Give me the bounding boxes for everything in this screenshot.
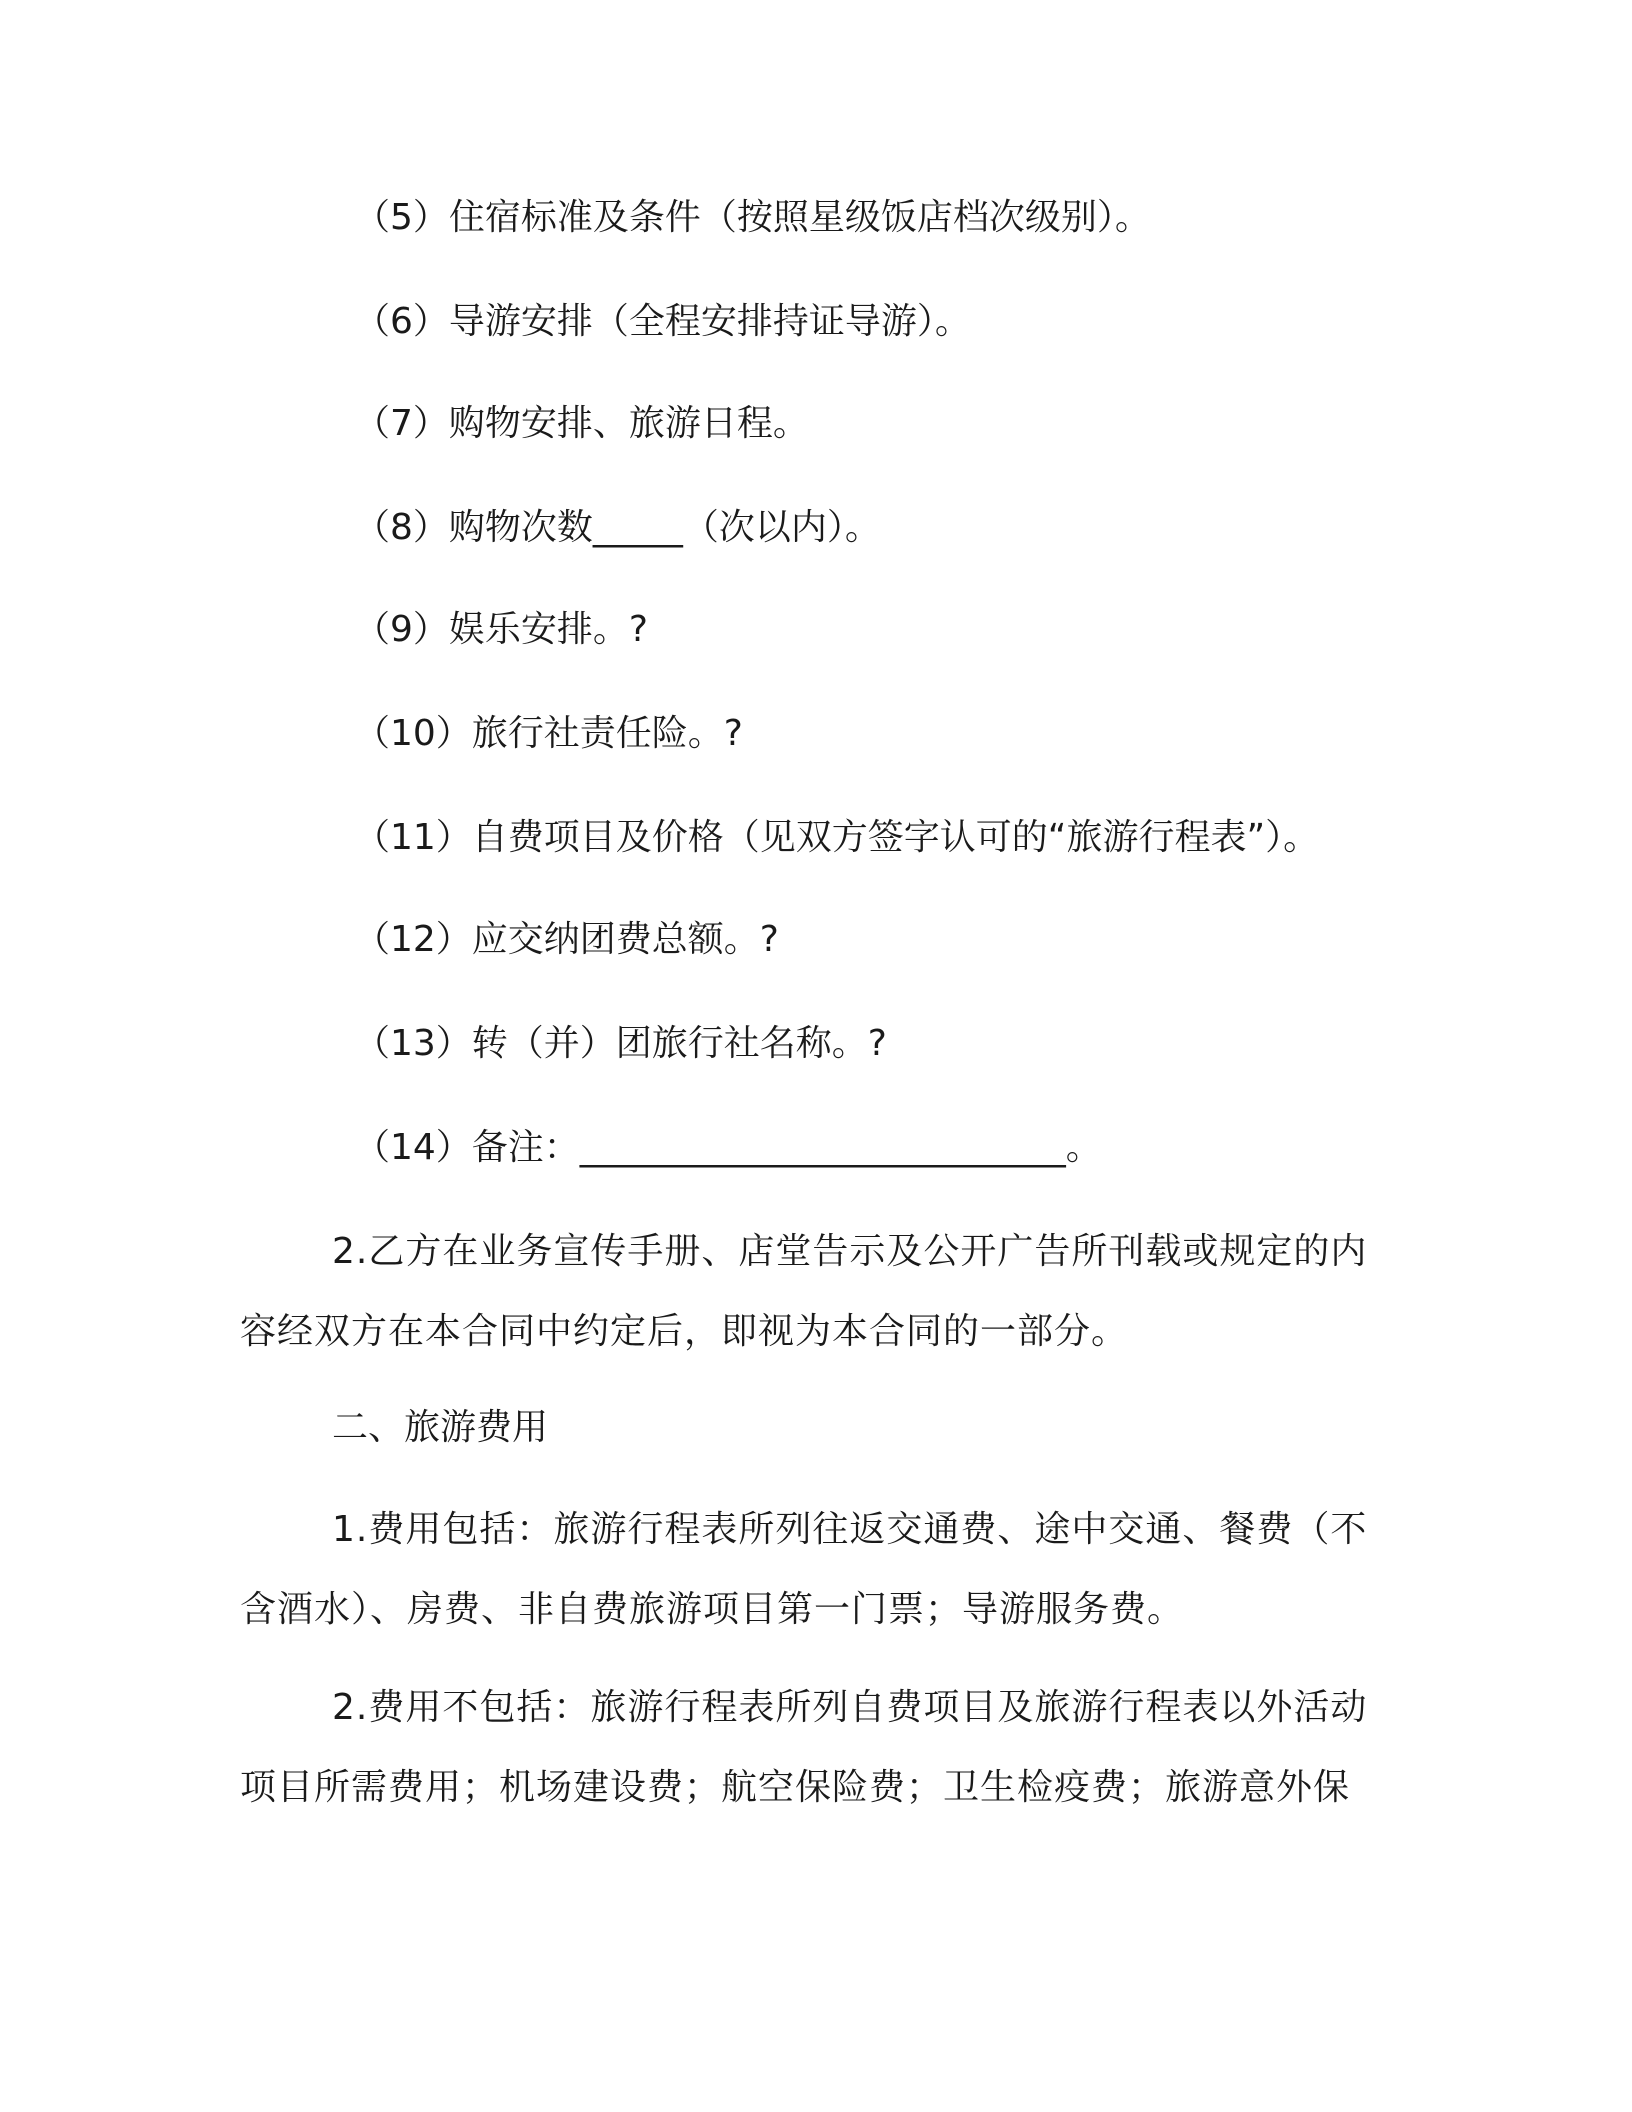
- item-13: （13）转（并）团旅行社名称。?: [354, 1023, 887, 1064]
- paragraph-fee-include: 1.费用包括：旅游行程表所列往返交通费、途中交通、餐费（不含酒水）、房费、非自费旅游项目第一门票；导游服务费。: [240, 1509, 1368, 1630]
- item-14: （14）备注：___________________________。: [354, 1127, 1102, 1168]
- section-heading-fees: 二、旅游费用: [332, 1407, 549, 1448]
- paragraph-2: 2.乙方在业务宣传手册、店堂告示及公开广告所刊载或规定的内容经双方在本合同中约定后，即视为本合同的一部分。: [240, 1231, 1368, 1352]
- paragraph-fee-exclude: 2.费用不包括：旅游行程表所列自费项目及旅游行程表以外活动项目所需费用；机场建设费；航空保险费；卫生检疫费；旅游意外保: [240, 1687, 1368, 1808]
- item-6: （6）导游安排（全程安排持证导游）。: [354, 301, 971, 342]
- item-8: （8）购物次数_____（次以内）。: [354, 507, 881, 548]
- item-11: （11）自费项目及价格（见双方签字认可的“旅游行程表”）。: [354, 817, 1320, 858]
- item-10: （10）旅行社责任险。?: [354, 713, 743, 754]
- item-12: （12）应交纳团费总额。?: [354, 919, 779, 960]
- item-9: （9）娱乐安排。?: [354, 609, 649, 650]
- item-5: （5）住宿标准及条件（按照星级饭店档次级别）。: [354, 197, 1151, 238]
- item-7: （7）购物安排、旅游日程。: [354, 403, 809, 444]
